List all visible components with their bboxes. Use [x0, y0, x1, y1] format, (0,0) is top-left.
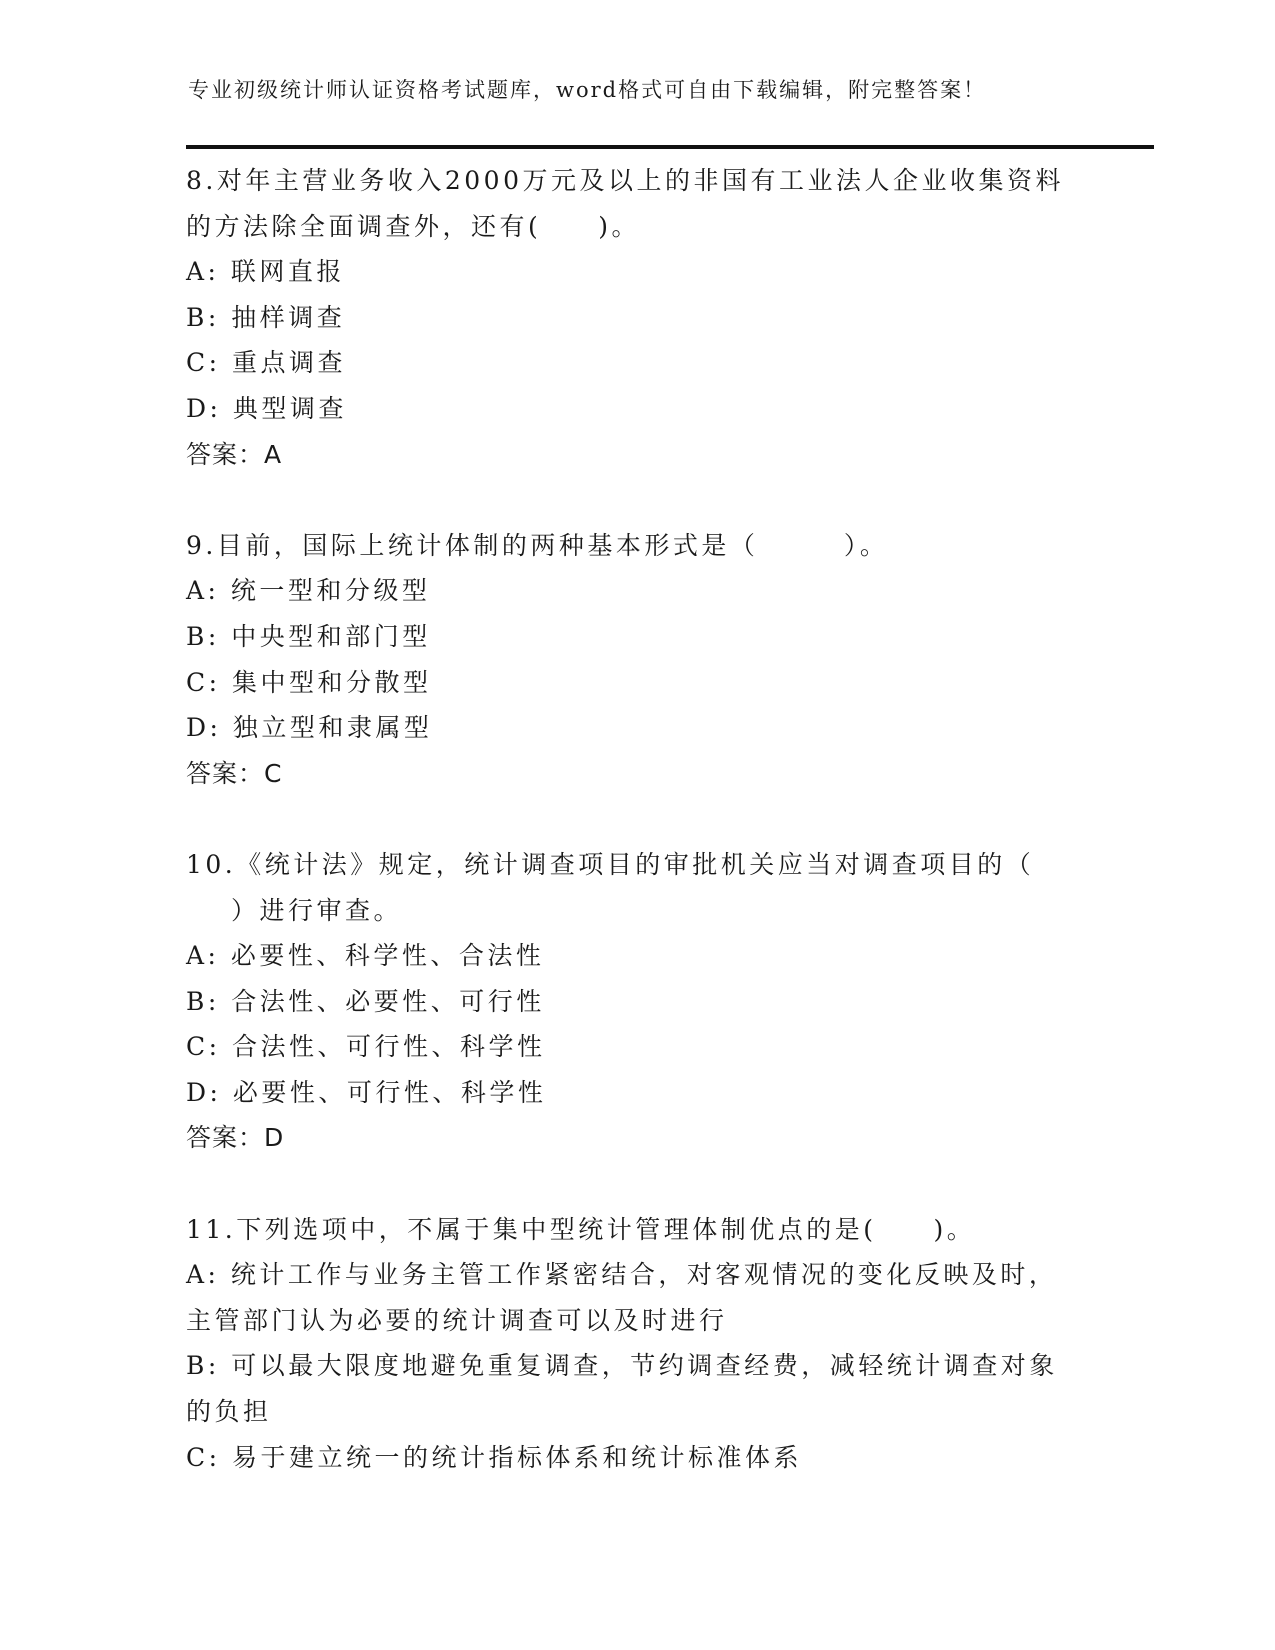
question-text: 的方法除全面调查外，还有( )。	[186, 211, 641, 241]
header-divider	[186, 145, 1154, 149]
question-10	[186, 842, 1086, 1161]
question-11	[186, 1207, 1086, 1481]
question-9	[186, 523, 1086, 797]
answer: 答案：D	[186, 1123, 285, 1153]
option-c: C: 易于建立统一的统计指标体系和统计标准体系	[186, 1442, 802, 1472]
option-d: D: 独立型和隶属型	[186, 713, 433, 743]
option-b: B: 中央型和部门型	[186, 621, 431, 651]
option-a: A: 统一型和分级型	[186, 576, 431, 606]
option-b: B: 合法性、必要性、可行性	[186, 986, 545, 1016]
option-b: B: 可以最大限度地避免重复调查，节约调查经费，减轻统计调查对象	[186, 1351, 1058, 1381]
option-c: C: 合法性、可行性、科学性	[186, 1032, 546, 1062]
spacer	[186, 796, 1086, 842]
answer: 答案：C	[186, 758, 283, 788]
option-c: C: 重点调查	[186, 348, 346, 378]
question-text: 8.对年主营业务收入2000万元及以上的非国有工业法人企业收集资料	[186, 166, 1064, 195]
spacer	[186, 1161, 1086, 1207]
question-8	[186, 158, 1086, 477]
option-c: C: 集中型和分散型	[186, 667, 432, 697]
spacer	[186, 477, 1086, 523]
question-text: 9.目前，国际上统计体制的两种基本形式是（ ）。	[186, 530, 889, 560]
option-a: A: 统计工作与业务主管工作紧密结合，对客观情况的变化反映及时，	[186, 1260, 1058, 1290]
answer: 答案：A	[186, 439, 283, 469]
question-text: 11.下列选项中，不属于集中型统计管理体制优点的是( )。	[186, 1214, 976, 1244]
option-a-continued: 主管部门认为必要的统计调查可以及时进行	[186, 1305, 728, 1335]
question-text: ）进行审查。	[231, 895, 403, 925]
option-a: A: 必要性、科学性、合法性	[186, 941, 545, 971]
option-d: D: 必要性、可行性、科学性	[186, 1077, 547, 1107]
option-b: B: 抽样调查	[186, 302, 346, 332]
question-text: 10.《统计法》规定，统计调查项目的审批机关应当对调查项目的（	[186, 849, 1035, 879]
page-header: 专业初级统计师认证资格考试题库，word格式可自由下载编辑，附完整答案！	[188, 78, 987, 102]
option-d: D: 典型调查	[186, 393, 347, 423]
option-b-continued: 的负担	[186, 1397, 272, 1427]
question-list	[186, 158, 1086, 1480]
option-a: A: 联网直报	[186, 257, 345, 287]
